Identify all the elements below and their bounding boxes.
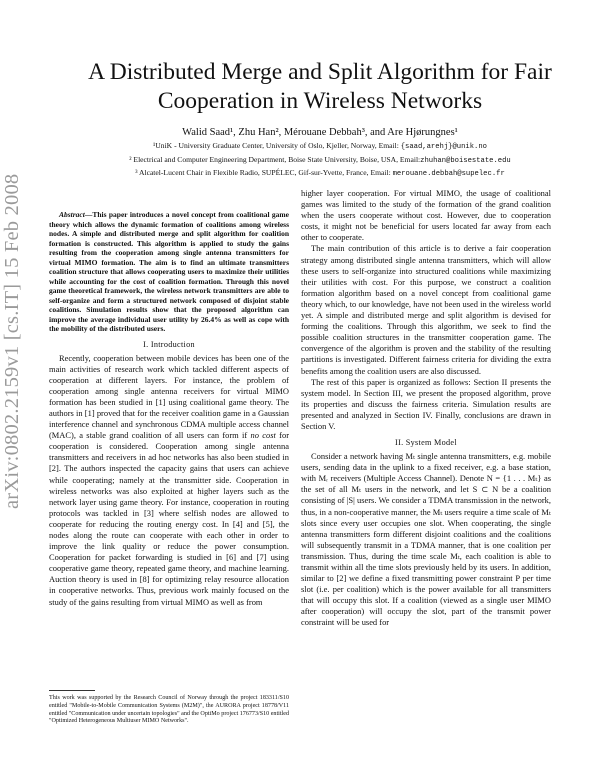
section-heading-system-model: II. System Model <box>395 438 457 448</box>
abstract-label: Abstract— <box>59 210 93 219</box>
affiliations <box>40 140 600 181</box>
body-paragraph: Consider a network having Mₜ single antenna transmitters, e.g. mobile users, sending data in the uplink to a fixed receiver, e.g. a base station, with Mᵣ receivers (Multiple Access Channel). Denote N = {1 . . . Mₜ} as the set of all Mₜ users in the network, and let S ⊂ N be a coalition consisting of |S| users. We consider a TDMA transmission in the network, thus, in a non-cooperative manner, the Mₜ users require a time scale of Mₜ slots since every user occupies one slot. When cooperating, the single antenna transmitters form different disjoint coalitions and the coalitions will subsequently transmit in a TDMA manner, that is one coalition per transmission. Thus, during the time scale Mₜ, each coalition is able to transmit within all the time slots previously held by its users. In addition, similar to [2] we define a fixed transmitting power constraint P per time slot (i.e. per coalition) which is the power available for all transmitters that will occupy this slot. If a coalition (viewed as a single user MIMO after cooperation) will occupy the slot, part of the transmit power constraint will be used for <box>301 451 551 628</box>
affiliation-email: merouane.debbah@supelec.fr <box>392 170 505 178</box>
right-column <box>301 188 551 629</box>
author-list: Walid Saad¹, Zhu Han², Mérouane Debbah³, and Are Hjørungnes¹ <box>182 127 458 138</box>
section-heading-introduction: I. Introduction <box>143 339 195 349</box>
body-paragraph: Recently, cooperation between mobile devices has been one of the main activities of research work which tackled different aspects of cooperation at different layers. For instance, the problem of cooperation among single antenna receivers for virtual MIMO formation has been studied in [1] using coalitional game theory. The authors in [1] proved that for the receiver coalition game in a Gaussian interference channel and synchronous CDMA multiple access channel (MAC), a stable grand coalition of all users can form if no cost for cooperation is considered. Cooperation among single antenna transmitters and receivers in ad hoc networks has also been studied in [2]. The authors inspected the capacity gains that users can achieve while cooperating; namely at the transmitter side. Cooperation in wireless networks was also exploited at higher layers such as the network layer using game theory. For instance, cooperation in routing protocols was tackled in [3] where selfish nodes are allowed to cooperate for reducing the routing energy cost. In [4] and [5], the nodes along the route can cooperate with each other in order to improve the link quality or reduce the power consumption. Cooperation for packet forwarding is studied in [6] and [7] using cooperative game theory, repeated game theory, and machine learning. Auction theory is used in [8] for optimizing relay resource allocation in cooperative networks. Thus, previous work mainly focused on the study of the gains resulting from virtual MIMO as well as from <box>49 352 290 607</box>
arxiv-identifier: arXiv:0802.2159v1 [cs.IT] 15 Feb 2008 <box>1 173 23 509</box>
body-paragraph: The rest of this paper is organized as follows: Section II presents the system model. In Section III, we present the proposed algorithm, prove its properties and discuss the fairness criteria. Simulation results are presented and analyzed in Section IV. Finally, conclusions are drawn in Section V. <box>301 376 551 431</box>
footnote: This work was supported by the Research Council of Norway through the project 183311/S10 entitled "Mobile-to-Mobile Communication Systems (M2M)", the AURORA project 18778/V11 entitled "Communication under uncertain topologies" and the OptiMo project 176773/S10 entitled "Optimized Heterogeneous Multiuser MIMO Networks". <box>49 695 289 725</box>
abstract <box>49 210 289 334</box>
paper-title: A Distributed Merge and Split Algorithm for Fair Cooperation in Wireless Networks <box>88 59 552 114</box>
affiliation-3: ³ Alcatel-Lucent Chair in Flexible Radio, SUPÉLEC, Gif-sur-Yvette, France, Email: merouane.debbah@supelec.fr <box>135 168 505 178</box>
affiliation-2: ² Electrical and Computer Engineering Department, Boise State University, Boise, USA, Email:zhuhan@boisestate.edu <box>129 154 511 165</box>
footnote-rule <box>49 690 95 691</box>
body-paragraph: higher layer cooperation. For virtual MIMO, the usage of coalitional games was limited to the study of the formation of the grand coalition when the users cooperate without cost. However, due to cooperation costs, it might not be beneficial for users located far away from each other to cooperate. <box>301 188 551 243</box>
abstract-body: This paper introduces a novel concept from coalitional game theory which allows the dynamic formation of coalitions among wireless nodes. A simple and distributed merge and split algorithm for coalition formation is constructed. This algorithm is applied to study the gains resulting from the cooperation among single antenna transmitters for virtual MIMO formation. The aim is to find an ultimate transmitters coalition structure that allows cooperating users to maximize their utilities while accounting for the cost of coalition formation. Through this novel game theoretical framework, the wireless network transmitters are able to self-organize and form a structured network composed of disjoint stable coalitions. Simulation results show that the proposed algorithm can improve the average individual user utility by 26.4% as well as cope with the mobility of the distributed users. <box>49 210 289 333</box>
body-paragraph: The main contribution of this article is to derive a fair cooperation strategy among distributed single antenna transmitters, which will allow these users to self-organize into structured coalitions while maximizing their utilities with cost. For this purpose, we construct a coalition formation algorithm based on a novel concept from coalitional game theory which, to our knowledge, have not been used in the wireless world yet. A simple and distributed merge and split algorithm is devised for forming the coalitions. Through this algorithm, we seek to find the possible coalition structures in the transmitter cooperation game. The convergence of the algorithm is proven and the stability of the resulting partitions is investigated. Different fairness criteria for dividing the extra benefits among the coalition users are also discussed. <box>301 243 551 376</box>
affiliation-email: zhuhan@boisestate.edu <box>420 156 511 165</box>
affiliation-email: {saad,arehj}@unik.no <box>400 143 487 151</box>
affiliation-1: ¹UniK - University Graduate Center, University of Oslo, Kjeller, Norway, Email: {saad,arehj}@unik.no <box>153 141 487 151</box>
left-column <box>49 210 289 608</box>
